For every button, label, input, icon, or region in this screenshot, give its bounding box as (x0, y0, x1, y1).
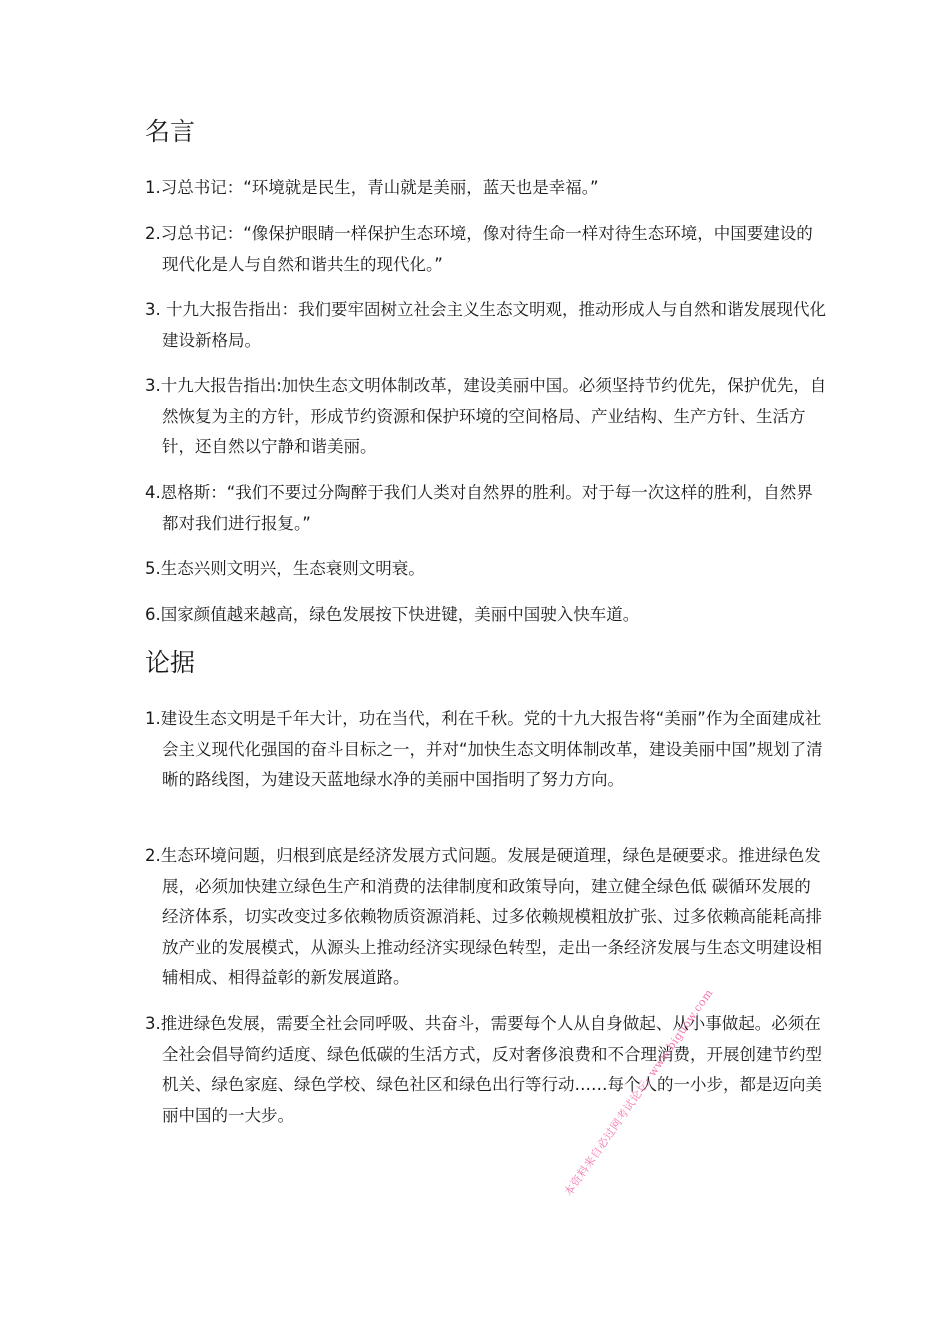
item-number: 6. (145, 605, 161, 624)
item-text: 恩格斯：“我们不要过分陶醉于我们人类对自然界的胜利。对于每一次这样的胜利，自然界都对我们进行报复。” (160, 483, 813, 533)
argument-item-3 (145, 1009, 827, 1131)
quote-item-1 (145, 173, 827, 204)
quote-item-3 (145, 295, 827, 356)
quote-item-7 (145, 600, 827, 631)
item-text: 生态环境问题，归根到底是经济发展方式问题。发展是硬道理，绿色是硬要求。推进绿色发展，必须加快建立绿色生产和消费的法律制度和政策导向，建立健全绿色低 碳循环发展的经济体系，切实改变过多依赖物质资源消耗、过多依赖规模粗放扩张、过多依赖高能耗高排放产业的发展模式，从源头上推动经济实现绿色转型，走出一条经济发展与生态文明建设相辅相成、相得益彰的新发展道路。 (160, 846, 822, 987)
item-text: 建设生态文明是千年大计，功在当代，利在千秋。党的十九大报告将“美丽”作为全面建成社会主义现代化强国的奋斗目标之一，并对“加快生态文明体制改革，建设美丽中国”规划了清晰的路线图，为建设天蓝地绿水净的美丽中国指明了努力方向。 (160, 709, 823, 789)
item-number: 1. (145, 178, 161, 197)
watermark-stamp: 本资料来自必过网考试论坛: www.biguow.com (561, 986, 716, 1199)
item-number: 1. (145, 709, 161, 728)
item-text: 习总书记：“环境就是民生，青山就是美丽，蓝天也是幸福。” (160, 178, 599, 197)
item-text: 推进绿色发展，需要全社会同呼吸、共奋斗，需要每个人从自身做起、从小事做起。必须在全社会倡导简约适度、绿色低碳的生活方式，反对奢侈浪费和不合理消费，开展创建节约型机关、绿色家庭、绿色学校、绿色社区和绿色出行等行动……每个人的一小步，都是迈向美丽中国的一大步。 (160, 1014, 822, 1125)
quote-item-4 (145, 371, 827, 463)
item-number: 2. (145, 846, 161, 865)
item-text: 国家颜值越来越高，绿色发展按下快进键，美丽中国驶入快车道。 (160, 605, 640, 624)
item-text: 习总书记：“像保护眼睛一样保护生态环境，像对待生命一样对待生态环境，中国要建设的现代化是人与自然和谐共生的现代化。” (160, 224, 813, 274)
argument-item-2 (145, 841, 827, 994)
quote-item-6 (145, 554, 827, 585)
item-number: 2. (145, 224, 161, 243)
quote-item-5 (145, 478, 827, 539)
item-number: 5. (145, 559, 161, 578)
item-number: 3. (145, 376, 161, 395)
item-number: 3. (145, 300, 166, 319)
item-number: 4. (145, 483, 161, 502)
quote-item-2 (145, 219, 827, 280)
item-text: 十九大报告指出:加快生态文明体制改革，建设美丽中国。必须坚持节约优先，保护优先，自然恢复为主的方针，形成节约资源和保护环境的空间格局、产业结构、生产方针、生活方针，还自然以宁静和谐美丽。 (160, 376, 827, 456)
section-title-quotes: 名言 (145, 117, 196, 146)
item-text: 生态兴则文明兴，生态衰则文明衰。 (160, 559, 425, 578)
section-title-arguments: 论据 (145, 648, 196, 677)
item-number: 3. (145, 1014, 161, 1033)
item-text: 十九大报告指出：我们要牢固树立社会主义生态文明观，推动形成人与自然和谐发展现代化建设新格局。 (162, 300, 826, 350)
argument-item-1 (145, 704, 827, 796)
